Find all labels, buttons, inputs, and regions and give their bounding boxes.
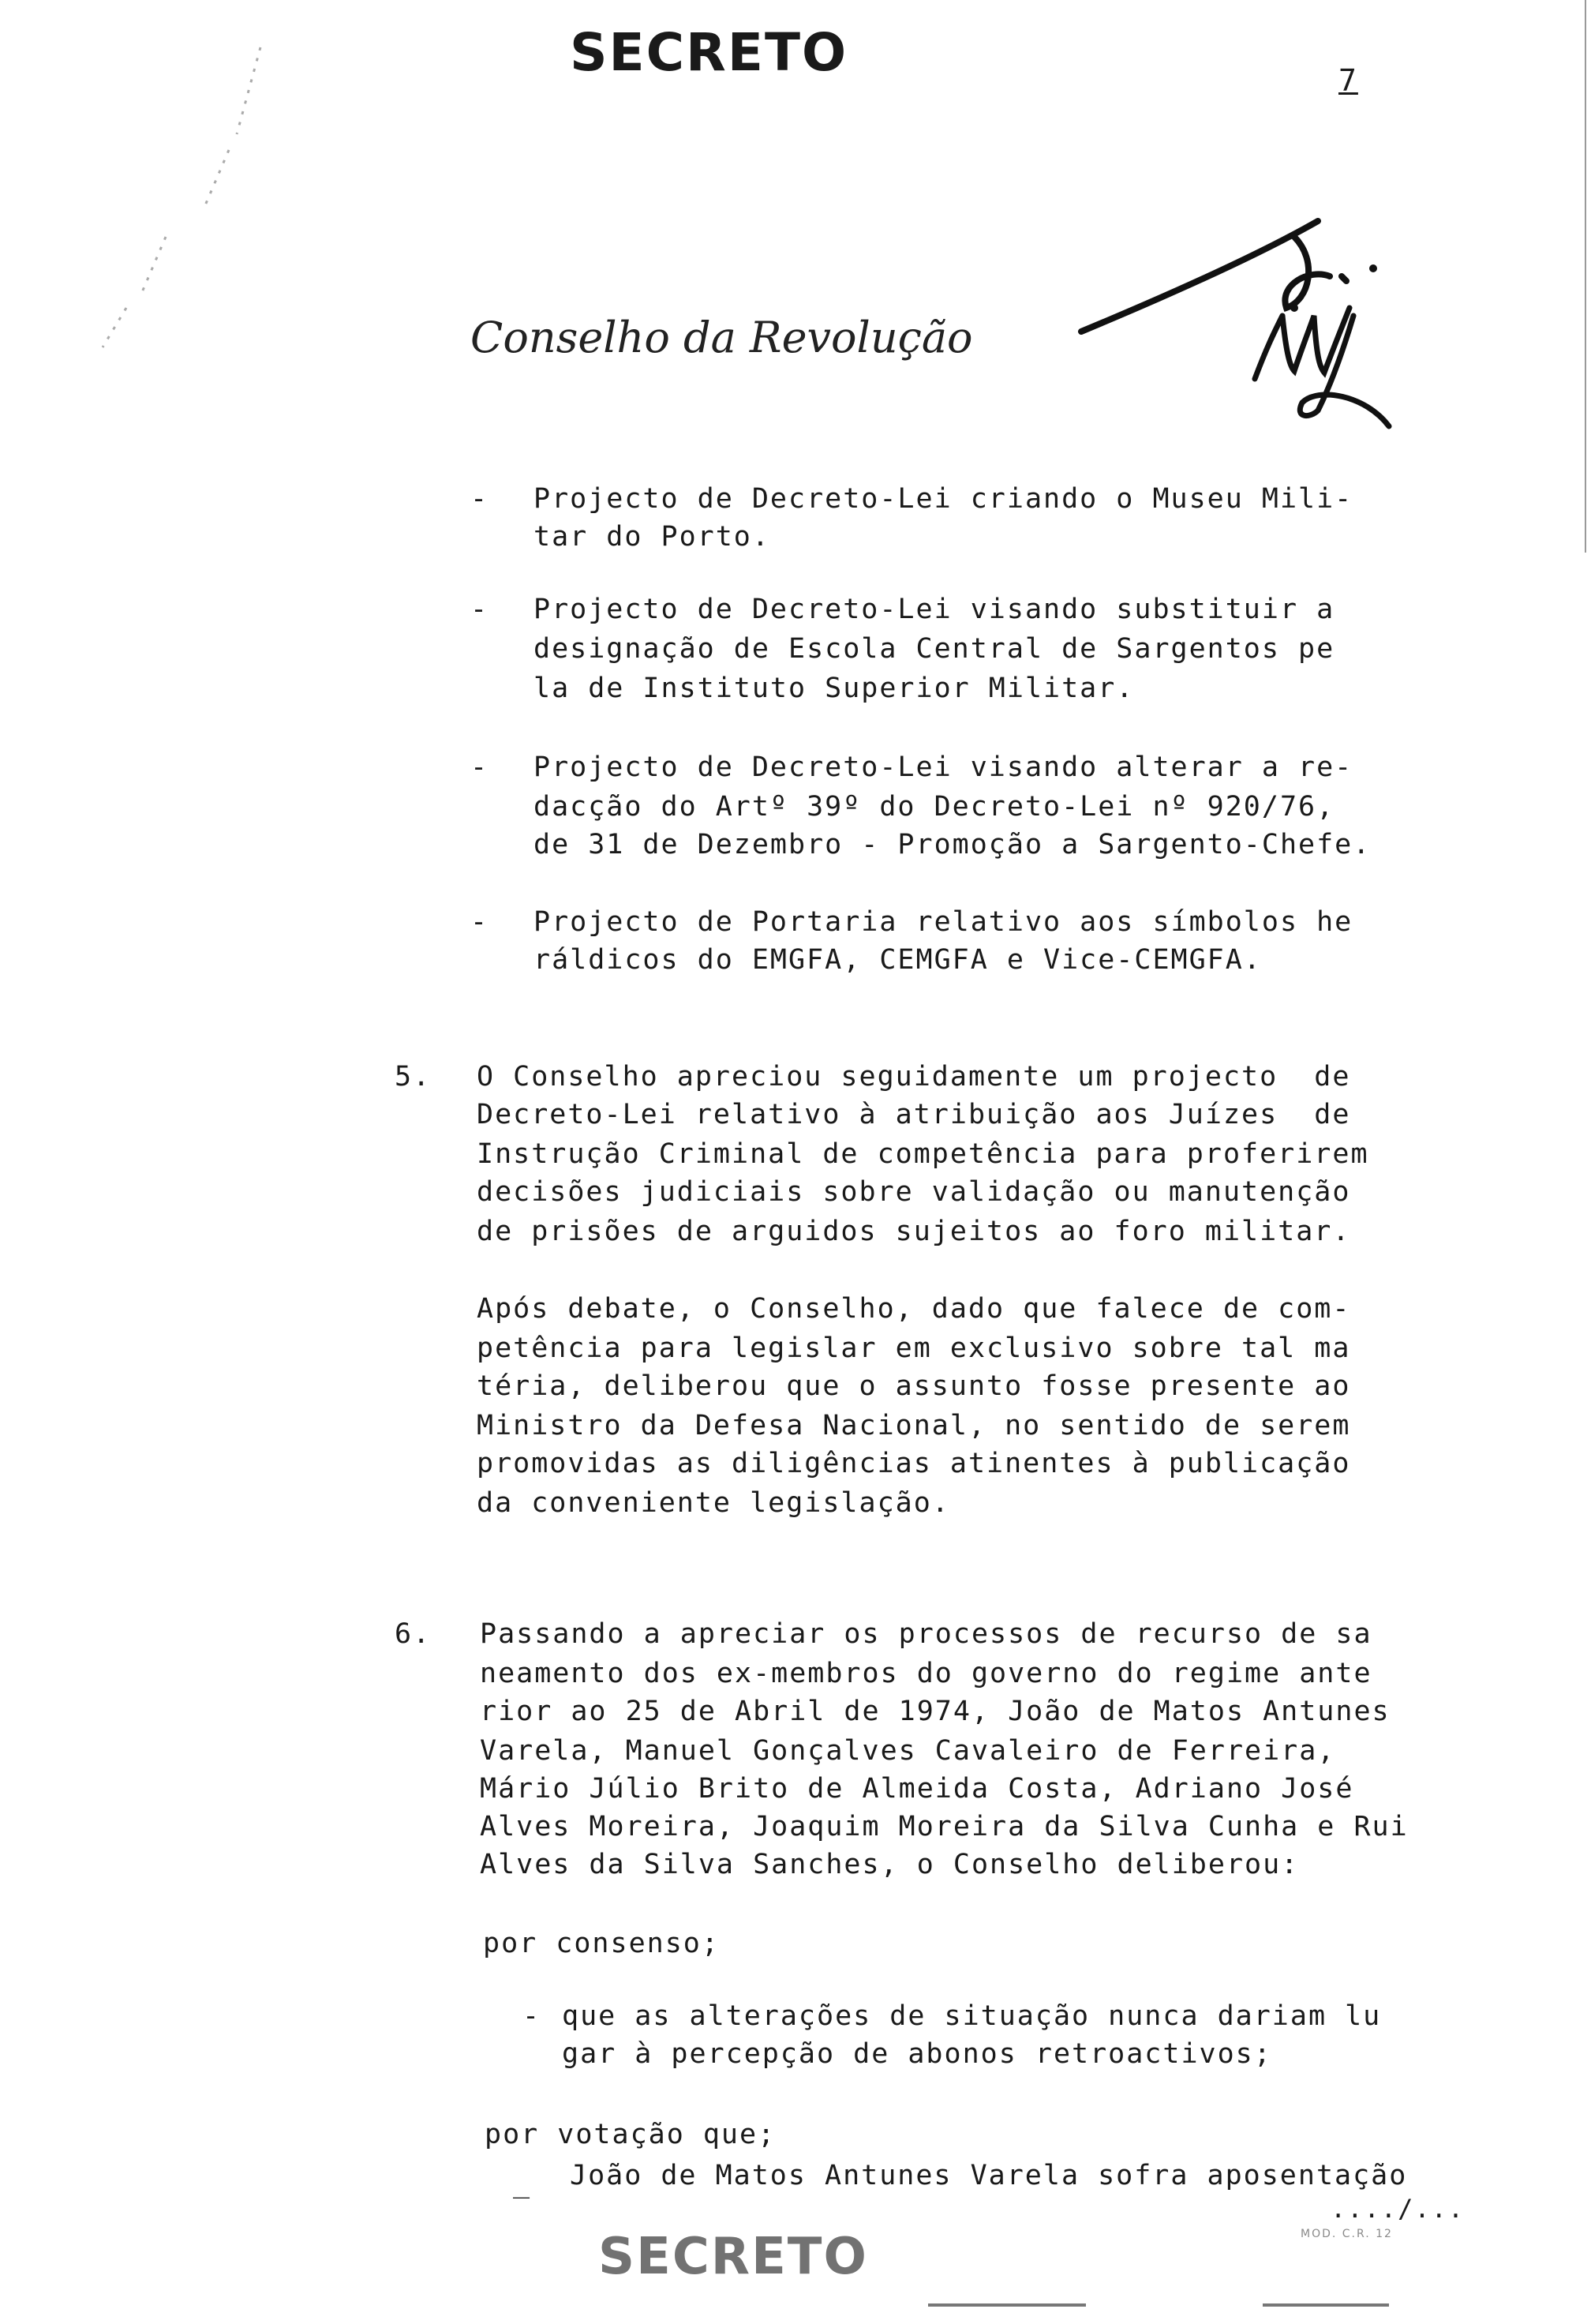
bullet-marker: - [470, 906, 489, 938]
paragraph-line: Instrução Criminal de competência para proferirem [477, 1138, 1369, 1170]
continuation-marker: ..../... [1331, 2194, 1466, 2224]
bullet-line: dacção do Artº 39º do Decreto-Lei nº 920/76, [533, 791, 1335, 823]
letterhead: Conselho da Revolução [470, 313, 973, 362]
bullet-line: Projecto de Portaria relativo aos símbolos he [533, 906, 1353, 938]
paragraph-line: petência para legislar em exclusivo sobre tal ma [477, 1333, 1351, 1364]
vote-label: por votação que; [485, 2119, 777, 2150]
section-number: 6. [395, 1618, 432, 1650]
bullet-line: que as alterações de situação nunca dariam lu [562, 2000, 1382, 2032]
bullet-line: designação de Escola Central de Sargentos pe [533, 633, 1335, 665]
paragraph-line: Decreto-Lei relativo à atribuição aos Juízes de [477, 1099, 1351, 1130]
paragraph-line: Passando a apreciar os processos de recurso de sa [480, 1618, 1372, 1650]
classification-stamp-bottom: SECRETO [598, 2228, 868, 2286]
bullet-line: Projecto de Decreto-Lei visando substituir a [533, 594, 1335, 625]
form-code: MOD. C.R. 12 [1301, 2228, 1393, 2240]
bullet-line: la de Instituto Superior Militar. [533, 673, 1135, 704]
section-number: 5. [395, 1061, 432, 1093]
classification-stamp-top: SECRETO [570, 22, 848, 83]
paragraph-line: Ministro da Defesa Nacional, no sentido de serem [477, 1410, 1351, 1441]
bullet-marker: - [470, 483, 489, 515]
bullet-line: Projecto de Decreto-Lei criando o Museu Mili- [533, 483, 1353, 515]
paragraph-line: Mário Júlio Brito de Almeida Costa, Adriano José [480, 1773, 1354, 1805]
scan-bottom-mark [1263, 2303, 1389, 2307]
paragraph-line: rior ao 25 de Abril de 1974, João de Matos Antunes [480, 1696, 1391, 1727]
bullet-line: Projecto de Decreto-Lei visando alterar a re- [533, 752, 1353, 783]
scan-speckles [47, 32, 284, 363]
paragraph-line: decisões judiciais sobre validação ou manutenção [477, 1176, 1351, 1208]
scan-bottom-mark [928, 2303, 1086, 2307]
paragraph-line: Alves Moreira, Joaquim Moreira da Silva Cunha e Rui [480, 1811, 1409, 1842]
paragraph-line: O Conselho apreciou seguidamente um projecto de [477, 1061, 1351, 1093]
paragraph-line: Varela, Manuel Gonçalves Cavaleiro de Ferreira, [480, 1735, 1336, 1767]
paragraph-line: neamento dos ex-membros do governo do regime ante [480, 1658, 1372, 1689]
paragraph-line: de prisões de arguidos sujeitos ao foro militar. [477, 1216, 1351, 1247]
bullet-line: João de Matos Antunes Varela sofra aposentação [570, 2160, 1408, 2191]
paragraph-line: da conveniente legislação. [477, 1487, 950, 1519]
bullet-marker: - [522, 2000, 541, 2032]
page-number: 7 [1338, 63, 1358, 98]
bullet-marker: - [470, 752, 489, 783]
bullet-marker: - [470, 594, 489, 625]
bullet-line: de 31 de Dezembro - Promoção a Sargento-Chefe. [533, 829, 1372, 860]
handwritten-initials [1058, 189, 1405, 442]
bullet-line: tar do Porto. [533, 521, 770, 553]
bullet-marker: _ [513, 2168, 532, 2199]
paragraph-line: téria, deliberou que o assunto fosse presente ao [477, 1370, 1351, 1402]
paragraph-line: promovidas as diligências atinentes à publicação [477, 1448, 1351, 1479]
bullet-line: gar à percepção de abonos retroactivos; [562, 2038, 1272, 2070]
paragraph-line: Alves da Silva Sanches, o Conselho deliberou: [480, 1849, 1300, 1880]
consensus-label: por consenso; [483, 1928, 720, 1959]
bullet-line: ráldicos do EMGFA, CEMGFA e Vice-CEMGFA. [533, 944, 1262, 976]
scan-edge-line [1585, 0, 1586, 553]
paragraph-line: Após debate, o Conselho, dado que falece de com- [477, 1293, 1351, 1325]
